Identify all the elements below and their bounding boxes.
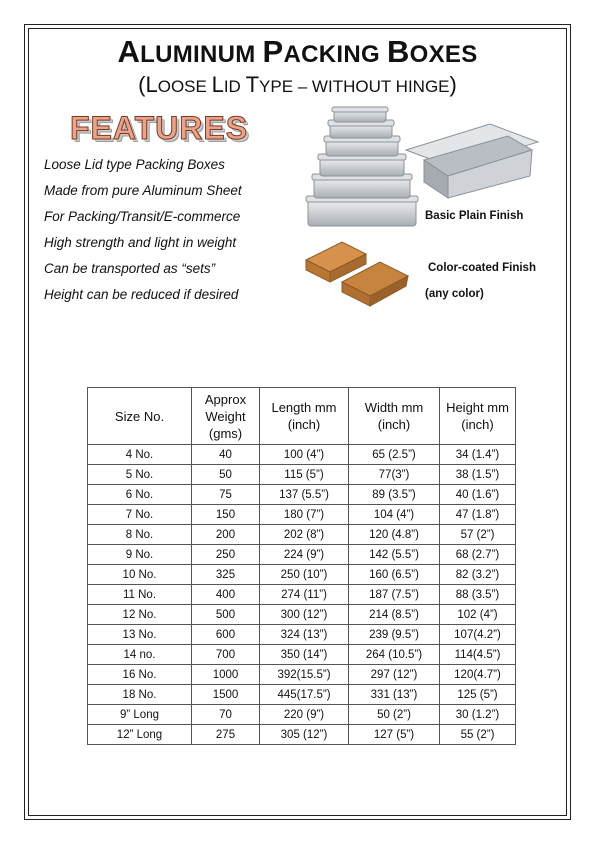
cell-weight: 1500 <box>192 685 260 705</box>
cell-width: 331 (13”) <box>349 685 440 705</box>
basic-finish-label: Basic Plain Finish <box>425 210 524 222</box>
cell-size: 11 No. <box>88 585 192 605</box>
feature-item: Can be transported as “sets” <box>44 261 216 276</box>
cell-size: 4 No. <box>88 445 192 465</box>
table-row <box>88 725 516 745</box>
cell-size: 16 No. <box>88 665 192 685</box>
cell-weight: 1000 <box>192 665 260 685</box>
table-header-row <box>88 388 516 445</box>
cell-length: 180 (7”) <box>260 505 349 525</box>
table-row <box>88 485 516 505</box>
header-length: Length mm (inch) <box>260 388 349 445</box>
table-row <box>88 645 516 665</box>
cell-length: 300 (12”) <box>260 605 349 625</box>
any-color-label: (any color) <box>425 288 484 300</box>
feature-item: For Packing/Transit/E-commerce <box>44 209 241 224</box>
cell-width: 104 (4”) <box>349 505 440 525</box>
cell-size: 9 No. <box>88 545 192 565</box>
table-row <box>88 465 516 485</box>
table-row <box>88 445 516 465</box>
cell-width: 297 (12”) <box>349 665 440 685</box>
cell-weight: 500 <box>192 605 260 625</box>
cell-height: 55 (2”) <box>440 725 516 745</box>
cell-height: 40 (1.6”) <box>440 485 516 505</box>
cell-size: 18 No. <box>88 685 192 705</box>
features-heading: FEATURES <box>70 110 249 146</box>
cell-size: 7 No. <box>88 505 192 525</box>
cell-length: 224 (9”) <box>260 545 349 565</box>
table-row <box>88 665 516 685</box>
cell-size: 14 no. <box>88 645 192 665</box>
cell-height: 125 (5”) <box>440 685 516 705</box>
cell-width: 77(3”) <box>349 465 440 485</box>
cell-length: 305 (12”) <box>260 725 349 745</box>
table-row <box>88 625 516 645</box>
plain-box-image <box>402 120 542 200</box>
cell-length: 100 (4”) <box>260 445 349 465</box>
header-height: Height mm (inch) <box>440 388 516 445</box>
cell-width: 239 (9.5”) <box>349 625 440 645</box>
cell-length: 350 (14”) <box>260 645 349 665</box>
features-list <box>44 156 242 312</box>
cell-size: 12 No. <box>88 605 192 625</box>
cell-width: 65 (2.5”) <box>349 445 440 465</box>
feature-item: Loose Lid type Packing Boxes <box>44 157 225 172</box>
cell-length: 137 (5.5”) <box>260 485 349 505</box>
cell-width: 120 (4.8”) <box>349 525 440 545</box>
cell-length: 220 (9”) <box>260 705 349 725</box>
table-row <box>88 505 516 525</box>
cell-width: 127 (5”) <box>349 725 440 745</box>
cell-height: 88 (3.5”) <box>440 585 516 605</box>
cell-weight: 200 <box>192 525 260 545</box>
cell-height: 82 (3.2”) <box>440 565 516 585</box>
cell-weight: 150 <box>192 505 260 525</box>
cell-size: 9” Long <box>88 705 192 725</box>
header-size: Size No. <box>88 388 192 445</box>
cell-size: 12” Long <box>88 725 192 745</box>
cell-length: 115 (5”) <box>260 465 349 485</box>
cell-weight: 250 <box>192 545 260 565</box>
page-title: ALUMINUM PACKING BOXES <box>117 34 478 69</box>
cell-weight: 70 <box>192 705 260 725</box>
cell-height: 120(4.7”) <box>440 665 516 685</box>
cell-height: 34 (1.4”) <box>440 445 516 465</box>
cell-weight: 600 <box>192 625 260 645</box>
color-finish-label: Color-coated Finish <box>428 262 536 274</box>
table-row <box>88 585 516 605</box>
cell-width: 89 (3.5”) <box>349 485 440 505</box>
cell-height: 102 (4”) <box>440 605 516 625</box>
header-weight: Approx Weight (gms) <box>192 388 260 445</box>
cell-width: 50 (2”) <box>349 705 440 725</box>
cell-weight: 40 <box>192 445 260 465</box>
cell-weight: 325 <box>192 565 260 585</box>
cell-size: 13 No. <box>88 625 192 645</box>
cell-width: 187 (7.5”) <box>349 585 440 605</box>
table-body <box>88 445 516 745</box>
size-spec-table <box>87 387 516 745</box>
cell-height: 30 (1.2”) <box>440 705 516 725</box>
cell-weight: 400 <box>192 585 260 605</box>
table-row <box>88 605 516 625</box>
feature-item: Made from pure Aluminum Sheet <box>44 183 242 198</box>
cell-size: 5 No. <box>88 465 192 485</box>
cell-width: 264 (10.5”) <box>349 645 440 665</box>
cell-height: 107(4.2”) <box>440 625 516 645</box>
cell-height: 114(4.5”) <box>440 645 516 665</box>
feature-item: Height can be reduced if desired <box>44 287 239 302</box>
cell-size: 6 No. <box>88 485 192 505</box>
cell-weight: 700 <box>192 645 260 665</box>
cell-size: 10 No. <box>88 565 192 585</box>
cell-length: 202 (8”) <box>260 525 349 545</box>
cell-length: 392(15.5”) <box>260 665 349 685</box>
table-row <box>88 685 516 705</box>
cell-height: 68 (2.7”) <box>440 545 516 565</box>
cell-height: 47 (1.8”) <box>440 505 516 525</box>
cell-height: 57 (2”) <box>440 525 516 545</box>
header-width: Width mm (inch) <box>349 388 440 445</box>
table-row <box>88 525 516 545</box>
table-row <box>88 545 516 565</box>
cell-width: 142 (5.5”) <box>349 545 440 565</box>
cell-length: 324 (13”) <box>260 625 349 645</box>
table-row <box>88 705 516 725</box>
cell-weight: 50 <box>192 465 260 485</box>
table-row <box>88 565 516 585</box>
feature-item: High strength and light in weight <box>44 235 237 250</box>
cell-length: 274 (11”) <box>260 585 349 605</box>
color-coated-boxes-image <box>302 240 412 310</box>
cell-weight: 75 <box>192 485 260 505</box>
cell-weight: 275 <box>192 725 260 745</box>
cell-size: 8 No. <box>88 525 192 545</box>
page-subtitle: (LOOSE LID TYPE – WITHOUT HINGE) <box>138 72 457 97</box>
cell-width: 214 (8.5”) <box>349 605 440 625</box>
cell-width: 160 (6.5”) <box>349 565 440 585</box>
cell-length: 250 (10”) <box>260 565 349 585</box>
cell-height: 38 (1.5”) <box>440 465 516 485</box>
cell-length: 445(17.5”) <box>260 685 349 705</box>
